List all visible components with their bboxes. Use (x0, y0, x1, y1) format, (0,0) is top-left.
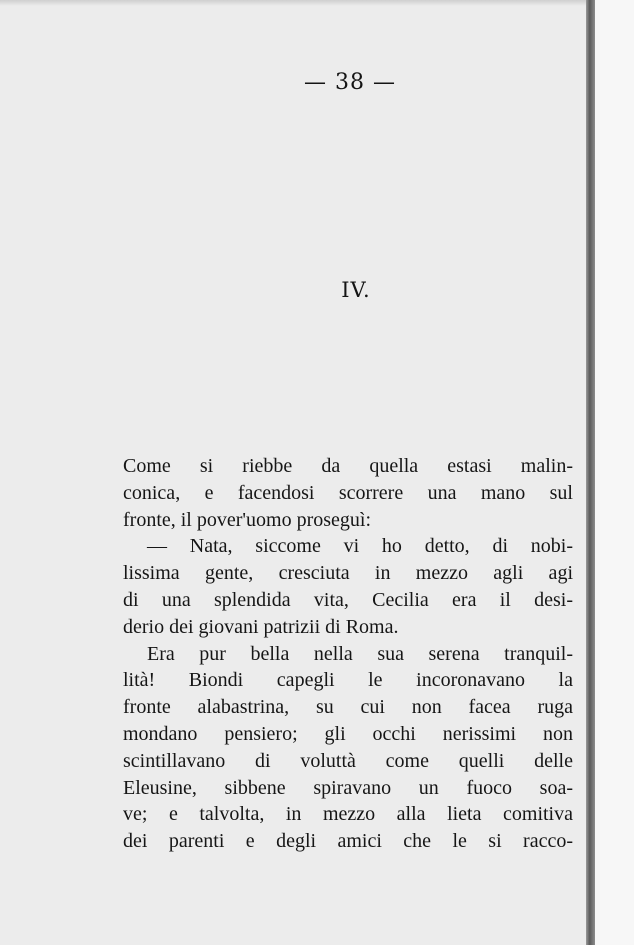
text-line: dei parenti e degli amici che le si racco- (123, 830, 573, 853)
text-line: — Nata, siccome vi ho detto, di nobi- (147, 535, 573, 558)
text-line: fronte, il pover'uomo proseguì: (123, 508, 371, 531)
body-text (123, 453, 573, 855)
text-line: derio dei giovani patrizii di Roma. (123, 615, 399, 638)
text-line: Eleusine, sibbene spiravano un fuoco soa- (123, 776, 573, 799)
text-line: mondano pensiero; gli occhi nerissimi non (123, 722, 573, 745)
chapter-heading: IV. (341, 278, 371, 302)
page-edge-shadow (586, 0, 595, 945)
text-line: di una splendida vita, Cecilia era il desi- (123, 588, 573, 611)
text-line: Era pur bella nella sua serena tranquil- (147, 642, 573, 665)
page-number: — 38 — (304, 70, 396, 95)
text-line: scintillavano di voluttà come quelli delle (123, 749, 573, 772)
right-margin (595, 0, 634, 945)
text-line: Come si riebbe da quella estasi malin- (123, 455, 573, 477)
page-top-shadow (0, 0, 590, 6)
text-line: lissima gente, cresciuta in mezzo agli agi (123, 562, 573, 585)
text-line: lità! Biondi capegli le incoronavano la (123, 669, 573, 692)
text-line: ve; e talvolta, in mezzo alla lieta comitiva (123, 803, 573, 826)
text-line: fronte alabastrina, su cui non facea ruga (123, 696, 573, 719)
text-line: conica, e facendosi scorrere una mano sul (123, 481, 573, 504)
